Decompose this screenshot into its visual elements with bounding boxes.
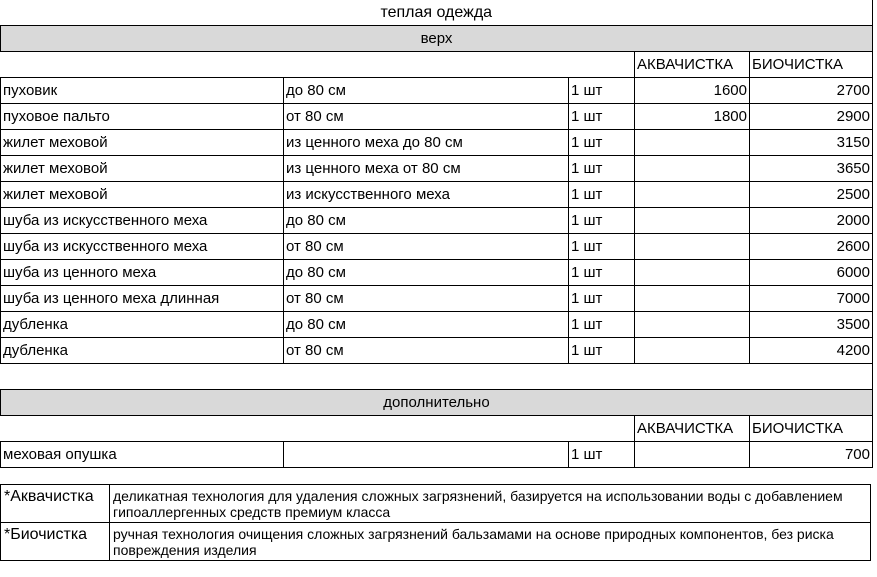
note-text: ручная технология очищения сложных загрязнений бальзамами на основе природных компонентов, без риска повреждения изделия xyxy=(110,523,871,561)
price-aqua: 1800 xyxy=(635,104,750,130)
item-name: меховая опушка xyxy=(1,442,284,468)
table-row xyxy=(1,78,873,104)
item-name: шуба из ценного меха xyxy=(1,260,284,286)
table-row xyxy=(1,234,873,260)
table-row xyxy=(1,182,873,208)
price-bio: 2000 xyxy=(750,208,873,234)
price-bio: 2600 xyxy=(750,234,873,260)
item-size: до 80 см xyxy=(284,208,569,234)
item-size: из ценного меха до 80 см xyxy=(284,130,569,156)
column-header-row xyxy=(1,52,873,78)
table-row xyxy=(1,338,873,364)
price-aqua xyxy=(635,260,750,286)
price-aqua xyxy=(635,338,750,364)
title-row xyxy=(1,0,873,26)
price-aqua xyxy=(635,312,750,338)
column-header-bio: БИОЧИСТКА xyxy=(750,416,873,442)
item-size: до 80 см xyxy=(284,312,569,338)
item-name: жилет меховой xyxy=(1,130,284,156)
item-size: от 80 см xyxy=(284,234,569,260)
column-header-aqua: АКВАЧИСТКА xyxy=(635,52,750,78)
item-qty: 1 шт xyxy=(569,442,635,468)
item-size: от 80 см xyxy=(284,104,569,130)
table-row xyxy=(1,312,873,338)
item-size: из ценного меха от 80 см xyxy=(284,156,569,182)
item-qty: 1 шт xyxy=(569,130,635,156)
item-name: жилет меховой xyxy=(1,156,284,182)
item-size: до 80 см xyxy=(284,260,569,286)
item-name: жилет меховой xyxy=(1,182,284,208)
item-qty: 1 шт xyxy=(569,312,635,338)
item-qty: 1 шт xyxy=(569,78,635,104)
item-size xyxy=(284,442,569,468)
price-bio: 4200 xyxy=(750,338,873,364)
table-row xyxy=(1,104,873,130)
item-qty: 1 шт xyxy=(569,104,635,130)
item-size: от 80 см xyxy=(284,286,569,312)
table-row xyxy=(1,130,873,156)
spacer-row xyxy=(1,364,873,390)
price-bio: 2700 xyxy=(750,78,873,104)
price-bio: 700 xyxy=(750,442,873,468)
price-bio: 7000 xyxy=(750,286,873,312)
section-header-row xyxy=(1,390,873,416)
price-aqua xyxy=(635,286,750,312)
price-bio: 2900 xyxy=(750,104,873,130)
item-size: до 80 см xyxy=(284,78,569,104)
price-bio: 3650 xyxy=(750,156,873,182)
price-aqua xyxy=(635,182,750,208)
note-text: деликатная технология для удаления сложных загрязнений, базируется на использовании воды с добавлением гипоаллергенных средств премиум класса xyxy=(110,485,871,523)
price-bio: 3150 xyxy=(750,130,873,156)
note-row xyxy=(1,523,871,561)
item-qty: 1 шт xyxy=(569,338,635,364)
item-size: из искусственного меха xyxy=(284,182,569,208)
price-aqua xyxy=(635,130,750,156)
price-bio: 3500 xyxy=(750,312,873,338)
price-aqua: 1600 xyxy=(635,78,750,104)
note-term: *Аквачистка xyxy=(1,485,110,523)
item-name: пуховик xyxy=(1,78,284,104)
item-qty: 1 шт xyxy=(569,182,635,208)
item-name: дубленка xyxy=(1,338,284,364)
item-qty: 1 шт xyxy=(569,208,635,234)
item-qty: 1 шт xyxy=(569,286,635,312)
item-name: шуба из ценного меха длинная xyxy=(1,286,284,312)
item-name: дубленка xyxy=(1,312,284,338)
column-header-bio: БИОЧИСТКА xyxy=(750,52,873,78)
item-qty: 1 шт xyxy=(569,234,635,260)
item-name: шуба из искусственного меха xyxy=(1,234,284,260)
price-aqua xyxy=(635,156,750,182)
column-header-aqua: АКВАЧИСТКА xyxy=(635,416,750,442)
table-row xyxy=(1,442,873,468)
table-row xyxy=(1,156,873,182)
price-bio: 2500 xyxy=(750,182,873,208)
table-row xyxy=(1,208,873,234)
item-qty: 1 шт xyxy=(569,260,635,286)
item-name: шуба из искусственного меха xyxy=(1,208,284,234)
section-title-extra: дополнительно xyxy=(1,390,873,416)
price-bio: 6000 xyxy=(750,260,873,286)
table-row xyxy=(1,286,873,312)
section-title-top: верх xyxy=(1,26,873,52)
item-name: пуховое пальто xyxy=(1,104,284,130)
notes-table xyxy=(0,484,871,561)
price-aqua xyxy=(635,234,750,260)
price-aqua xyxy=(635,442,750,468)
page-title: теплая одежда xyxy=(1,0,873,26)
section-header-row xyxy=(1,26,873,52)
column-header-row xyxy=(1,416,873,442)
item-qty: 1 шт xyxy=(569,156,635,182)
item-size: от 80 см xyxy=(284,338,569,364)
note-row xyxy=(1,485,871,523)
table-row xyxy=(1,260,873,286)
note-term: *Биочистка xyxy=(1,523,110,561)
price-aqua xyxy=(635,208,750,234)
